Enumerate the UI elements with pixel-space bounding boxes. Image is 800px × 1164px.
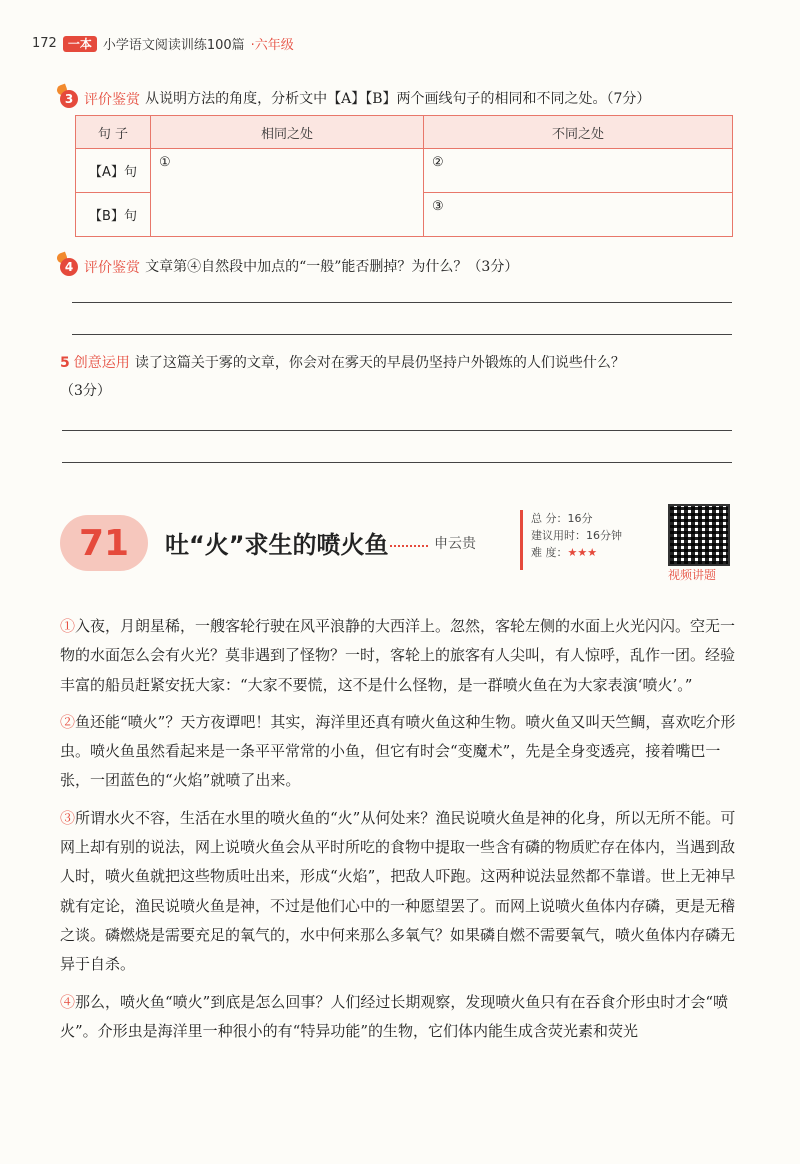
lesson-author [390,533,476,553]
author-dots [390,539,428,547]
question-type: 创意运用 [73,355,130,371]
article-paragraph [60,708,740,796]
table-header-same: 相同之处 [151,116,424,149]
qr-code-icon[interactable] [668,504,730,566]
lesson-info-box [520,510,661,570]
paragraph-text: 那么，喷火鱼“喷火”到底是怎么回事？人们经过长期观察，发现喷火鱼只有在吞食介形虫时才会“喷火”。介形虫是海洋里一种很小的有“特异功能”的生物，它们体内能生成含荧光素和荧光 [60,992,729,1040]
question-4-text: 文章第④自然段中加点的“一般”能否删掉？为什么？（3分） [145,259,519,275]
question-4 [60,256,518,277]
answer-line[interactable] [72,334,732,335]
question-number-badge: 3 [60,90,78,108]
info-time: 建议用时：16分钟 [531,529,622,542]
question-5-label [60,349,130,377]
question-5 [60,348,740,405]
info-difficulty [531,544,661,561]
lesson-title: 吐“火”求生的喷火鱼 [165,531,389,559]
comparison-table [75,115,733,237]
question-number: 5 [60,355,70,371]
video-explanation-label[interactable]: 视频讲题 [668,568,717,582]
question-type: 评价鉴赏 [84,92,140,108]
author-name: 申云贵 [434,536,476,552]
paragraph-text: 鱼还能“喷火”？天方夜谭吧！其实，海洋里还真有喷火鱼这种生物。喷火鱼又叫天竺鲷，喜欢吃介形虫。喷火鱼虽然看起来是一条平平常常的小鱼，但它有时会“变魔术”，先是全身变透亮，接着嘴巴一张，一团蓝色的“火焰”就喷了出来。 [60,712,736,790]
diff-mark-2: ③ [432,199,444,214]
answer-line[interactable] [62,462,732,463]
question-type: 评价鉴赏 [84,260,140,276]
article-body [60,612,740,1054]
table-header-sentence: 句 子 [76,116,151,149]
page-header [32,34,294,53]
book-title: 小学语文阅读训练100篇 [102,38,245,53]
question-4-label [60,257,140,277]
diff-mark-1: ② [432,155,444,170]
lesson-number: 71 [78,522,130,564]
paragraph-number: ① [60,617,76,635]
paragraph-text: 所谓水火不容，生活在水里的喷火鱼的“火”从何处来？渔民说喷火鱼是神的化身，所以无所不能。可网上却有别的说法，网上说喷火鱼会从平时所吃的食物中提取一些含有磷的物质贮存在体内，当遇到敌人时，喷火鱼就把这些物质吐出来，形成“火焰”，把敌人吓跑。这两种说法显然都不靠谱。世上无神早就有定论，渔民说喷火鱼是神，不过是他们心中的一种愿望罢了。而网上说喷火鱼体内存磷，更是无稽之谈。磷燃烧是需要充足的氧气的，水中何来那么多氧气？如果磷自燃不需要氧气，喷火鱼体内存磷无异于自杀。 [60,808,736,974]
same-mark: ① [159,155,171,170]
question-5-text: 读了这篇关于雾的文章，你会对在雾天的早晨仍坚持户外锻炼的人们说些什么？ [134,355,625,371]
question-5-score: （3分） [60,383,111,399]
diff-cell-1[interactable] [424,149,733,193]
question-3-label [60,89,140,109]
book-logo: 一本 [63,36,97,52]
difficulty-label: 难 度： [531,546,568,559]
article-paragraph [60,988,740,1047]
paragraph-number: ④ [60,992,76,1011]
row-a-label: 【A】句 [76,149,151,193]
paragraph-number: ③ [60,808,76,827]
table-header-different: 不同之处 [424,116,733,149]
question-3-text: 从说明方法的角度，分析文中【A】【B】两个画线句子的相同和不同之处。（7分） [145,91,651,107]
answer-line[interactable] [72,302,732,303]
article-paragraph [60,804,740,980]
info-total: 总 分：16分 [531,512,593,525]
article-paragraph [60,612,740,700]
question-number-badge: 4 [60,258,78,276]
answer-line[interactable] [62,430,732,431]
row-b-label: 【B】句 [76,193,151,237]
lesson-number-badge [60,515,148,571]
difficulty-stars-icon: ★★★ [567,546,598,559]
page-number: 172 [32,36,57,51]
grade-label: ·六年级 [250,38,294,53]
question-3 [60,88,650,109]
same-cell[interactable] [151,149,424,237]
diff-cell-2[interactable] [424,193,733,237]
paragraph-number: ② [60,712,76,731]
paragraph-text: 入夜，月朗星稀，一艘客轮行驶在风平浪静的大西洋上。忽然，客轮左侧的水面上火光闪闪。空无一物的水面怎么会有火光？莫非遇到了怪物？一时，客轮上的旅客有人尖叫，有人惊呼，乱作一团。经验丰富的船员赶紧安抚大家：“大家不要慌，这不是什么怪物，是一群喷火鱼在为大家表演‘喷火’。” [60,617,736,694]
